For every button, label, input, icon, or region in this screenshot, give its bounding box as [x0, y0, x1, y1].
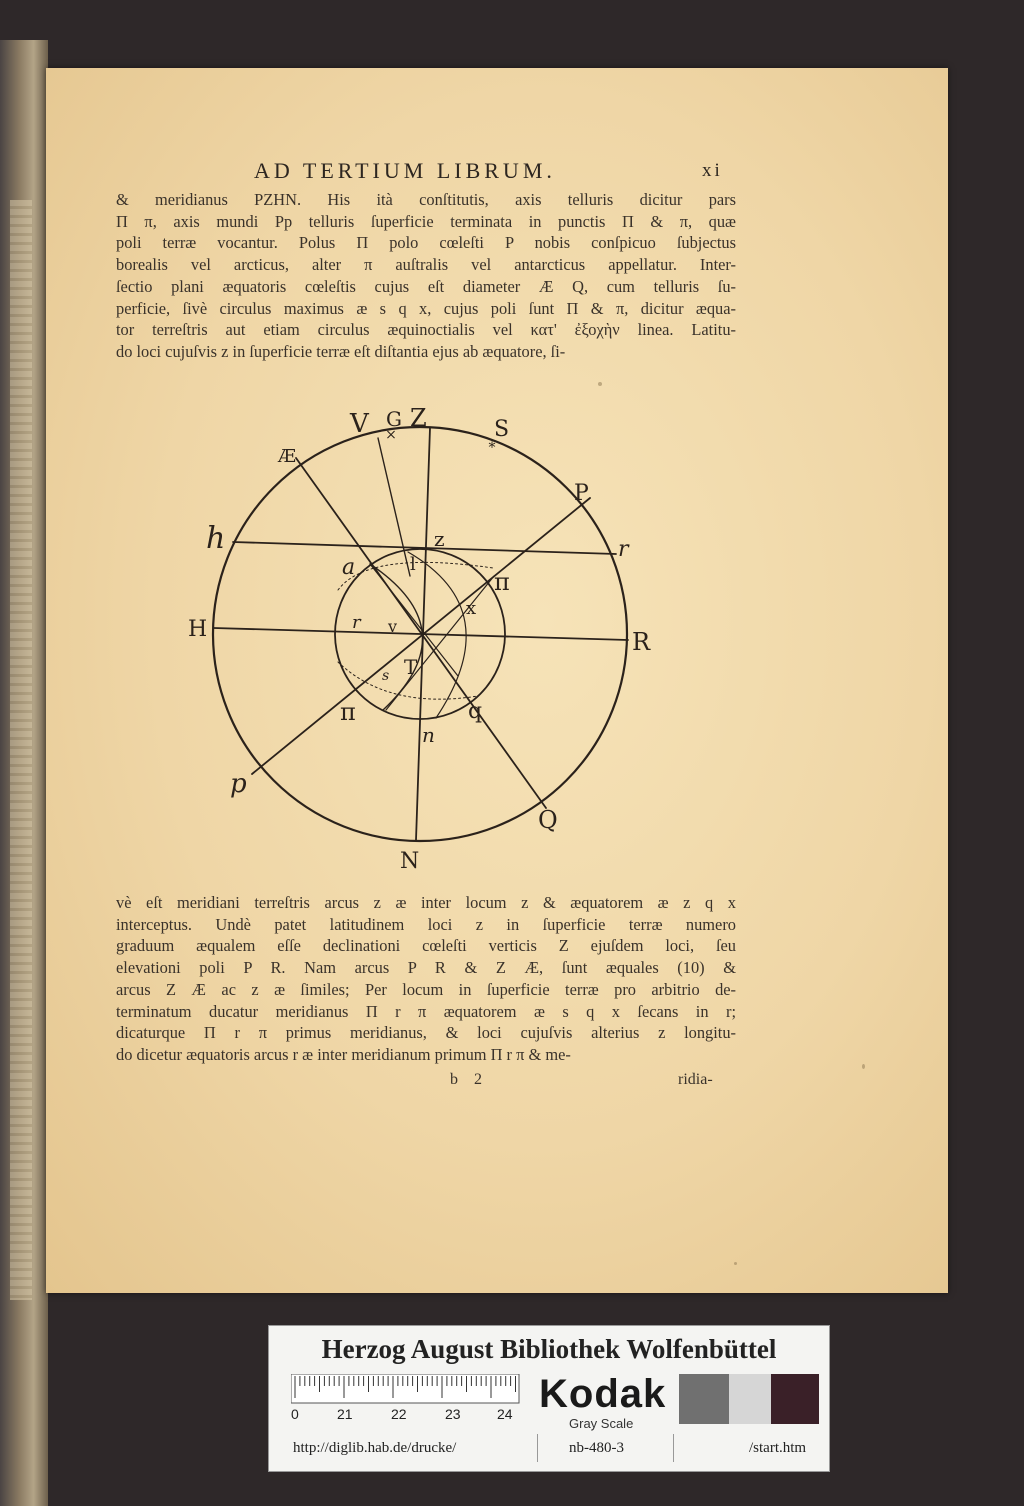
text-line: terminatum ducatur meridianus Π r π æquatorem æ s q x ſecans in r; — [116, 1001, 736, 1021]
library-url: http://diglib.hab.de/drucke/ — [293, 1440, 457, 1456]
text-line: ſectio plani æquatoris cœleſtis cujus eſt diameter Æ Q, cum telluris ſu- — [116, 276, 736, 296]
label-r-upper: r — [618, 537, 629, 562]
label-P: P — [574, 481, 589, 506]
grayscale-label: Gray Scale — [569, 1416, 634, 1431]
ruler-number: 23 — [445, 1406, 461, 1422]
catchword: ridia- — [678, 1071, 713, 1088]
book-edge — [0, 40, 48, 1506]
text-line: graduum æqualem eſſe declinationi cœleſti verticis Z ejuſdem loci, ſeu — [116, 936, 736, 956]
text-line: & meridianus PZHN. His ità conſtitutis, axis telluris dicitur pars — [116, 190, 736, 209]
vertical-v-line — [378, 438, 410, 576]
inner-meridian-arc — [370, 564, 422, 710]
label-a: a — [342, 555, 356, 580]
text-line: dicaturque Π r π primus meridianus, & loci cujuſvis alterius z longitu- — [116, 1023, 736, 1043]
ruler-scale — [291, 1374, 521, 1404]
signature-mark: b 2 — [450, 1071, 488, 1088]
paper-speck — [862, 1064, 865, 1069]
label-r-inner: r — [352, 612, 361, 633]
paragraph-bottom — [116, 892, 736, 1066]
star-mark: × — [385, 427, 397, 443]
label-p: p — [230, 769, 247, 799]
label-s: s — [382, 668, 390, 684]
kodak-logo: Kodak — [539, 1372, 667, 1416]
label-N: N — [400, 849, 420, 874]
paragraph-top — [116, 189, 736, 363]
text-line: do loci cujuſvis z in ſuperficie terræ eſt diſtantia ejus ab æquatore, ſi- — [116, 341, 566, 361]
parallel-h-r — [233, 542, 616, 554]
equator-line — [296, 458, 546, 808]
light-swatch — [729, 1374, 771, 1424]
running-head-title: AD TERTIUM LIBRUM. — [254, 158, 556, 183]
text-line: vè eſt meridiani terreſtris arcus z æ inter locum z & æquatorem æ z q x — [116, 893, 736, 912]
page-stack — [10, 200, 32, 1300]
text-line: Π π, axis mundi Pp telluris ſuperficie terminata in punctis Π & π, quæ — [116, 211, 736, 231]
label-pi-upper: π — [494, 568, 510, 596]
label-x: x — [466, 598, 477, 619]
label-l: l — [410, 554, 416, 575]
text-line: interceptus. Undè patet latitudinem loci z in ſuperficie terræ numero — [116, 914, 736, 934]
text-line: elevationi poli P R. Nam arcus P R & Z Æ, ſunt æquales (10) & — [116, 958, 736, 978]
label-V: V — [350, 409, 369, 439]
label-Q: Q — [538, 806, 558, 834]
text-line: perficie, ſivè circulus maximus æ s q x, cujus poli ſunt Π & π, dicitur æqua- — [116, 298, 736, 318]
label-H: H — [188, 617, 208, 642]
label-R: R — [632, 628, 651, 656]
divider — [537, 1434, 538, 1462]
label-v: v — [388, 617, 398, 636]
label-h: h — [206, 521, 226, 556]
label-pi-lower: π — [340, 698, 356, 726]
gray-swatch — [679, 1374, 729, 1424]
label-AE: Æ — [278, 446, 297, 467]
ruler-number: 0 — [291, 1406, 299, 1422]
start-page: /start.htm — [749, 1440, 807, 1456]
label-n: n — [422, 723, 435, 747]
running-head — [0, 158, 1024, 190]
celestial-sphere-diagram — [178, 400, 678, 880]
label-Z: Z — [410, 404, 427, 432]
text-line: do dicetur æquatoris arcus r æ inter meridianum primum Π r π & me- — [116, 1044, 571, 1064]
label-G: G — [386, 407, 402, 431]
text-line: poli terræ vocantur. Polus Π polo cœleſti P nobis conſpicuo ſubjectus — [116, 233, 736, 253]
library-color-strip — [268, 1325, 830, 1472]
inner-line — [386, 576, 494, 710]
page-number: xi — [702, 160, 723, 181]
divider — [673, 1434, 674, 1462]
dark-swatch — [771, 1374, 819, 1424]
axis-line — [252, 498, 590, 774]
ruler-number: 24 — [497, 1406, 513, 1422]
ruler-number: 21 — [337, 1406, 353, 1422]
ruler-number: 22 — [391, 1406, 407, 1422]
library-title: Herzog August Bibliothek Wolfenbüttel — [321, 1334, 777, 1364]
paper-speck — [734, 1262, 737, 1265]
star-mark: * — [488, 440, 496, 456]
paper-speck — [598, 382, 602, 386]
text-line: borealis vel arcticus, alter π auſtralis vel antarcticus appellatur. Inter- — [116, 255, 736, 275]
label-q: q — [468, 699, 483, 724]
shelfmark: nb-480-3 — [569, 1440, 624, 1456]
label-T: T — [404, 655, 418, 679]
text-line: arcus Z Æ ac z æ ſimiles; Per locum in ſuperficie terræ pro arbitrio de- — [116, 979, 736, 999]
label-S: S — [494, 417, 510, 442]
ruler-numbers — [291, 1406, 531, 1422]
label-z: z — [434, 527, 445, 551]
text-line: tor terreſtris aut etiam circulus æquinoctialis vel κατ' ἐξοχὴν linea. Latitu- — [116, 320, 736, 340]
